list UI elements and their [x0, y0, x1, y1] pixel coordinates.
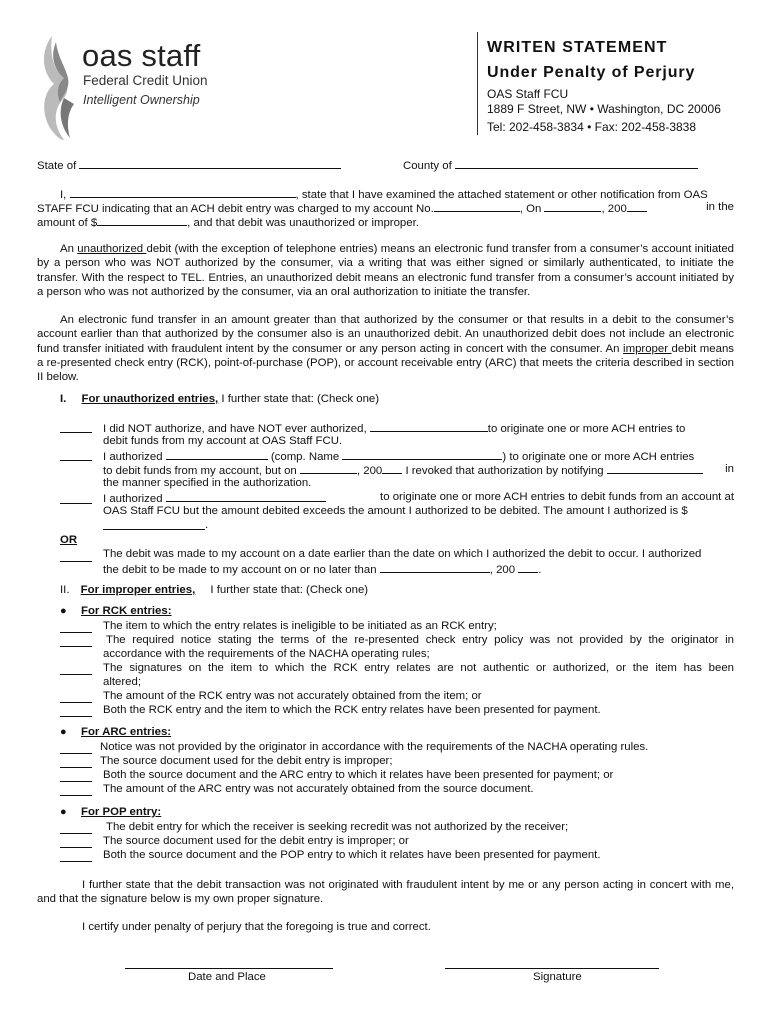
checkbox-blank[interactable]: [60, 757, 92, 768]
county-input[interactable]: [455, 158, 698, 169]
arc-item: The amount of the ARC entry was not accurately obtained from the source document.: [103, 783, 534, 795]
option-4: The debit was made to my account on a date earlier than the date on which I authorized the debit to occur. I authorized: [103, 548, 702, 560]
pop-heading: For POP entry:: [81, 806, 162, 818]
checkbox-blank[interactable]: [60, 823, 92, 834]
option-3: I authorized to originate one or more ACH entries to debit funds from an account at: [103, 491, 734, 505]
company-name-input[interactable]: [342, 449, 502, 460]
name-input[interactable]: [70, 187, 296, 198]
county-field: County of: [403, 158, 698, 172]
checkbox-blank[interactable]: [60, 785, 92, 796]
or-label: OR: [60, 534, 78, 546]
org-address: 1889 F Street, NW • Washington, DC 20006: [487, 102, 721, 116]
checkbox-blank[interactable]: [60, 743, 92, 754]
org-phone: Tel: 202-458-3834 • Fax: 202-458-3838: [487, 120, 697, 134]
authorized-input[interactable]: [166, 449, 268, 460]
org-name: OAS Staff FCU: [487, 87, 569, 101]
fraud-statement: I further state that the debit transaction was not originated with fraudulent intent by me or any person acting in concert with me, and that the signature below is my own proper signature.: [37, 879, 734, 906]
state-field: State of: [37, 158, 341, 172]
logo-tagline: Intelligent Ownership: [83, 93, 200, 107]
latest-year-input[interactable]: [518, 562, 538, 573]
rck-item: The signatures on the item to which the RCK entry relates are not authentic or authorized, or the item has been: [103, 662, 734, 674]
rck-item: The required notice stating the terms of the re-presented check entry policy was not provided by the originator in: [106, 634, 734, 646]
checkbox-blank[interactable]: [60, 771, 92, 782]
statement-line-1: I, , state that I have examined the attached statement or other notification from OAS: [60, 189, 708, 201]
authorized-amount-input[interactable]: [103, 519, 205, 530]
rck-item: Both the RCK entry and the item to which the RCK entry relates have been presented for payment.: [103, 704, 601, 716]
rck-item-cont: altered;: [103, 676, 141, 688]
option-3-cont: OAS Staff FCU but the amount debited exceeds the amount I authorized to be debited. The amount I authorized is $: [103, 505, 688, 517]
option-2-cont2: the manner specified in the authorization.: [103, 477, 312, 489]
checkbox-blank[interactable]: [60, 450, 92, 461]
latest-date-input[interactable]: [380, 562, 490, 573]
state-input[interactable]: [79, 158, 341, 169]
authorized-party-input[interactable]: [166, 491, 326, 502]
statement-line-2: STAFF FCU indicating that an ACH debit entry was charged to my account No. , On , 200 in the: [37, 201, 734, 215]
checkbox-blank[interactable]: [60, 551, 92, 562]
checkbox-blank[interactable]: [60, 622, 92, 633]
rck-heading: For RCK entries:: [81, 605, 172, 617]
year-input[interactable]: [627, 201, 647, 212]
header-divider: [477, 32, 478, 135]
option-2-cont: to debit funds from my account, but on , 200 I revoked that authorization by notifying in: [103, 463, 734, 477]
option-2: I authorized (comp. Name ) to originate one or more ACH entries: [103, 451, 695, 463]
checkbox-blank[interactable]: [60, 851, 92, 862]
revoke-date-input[interactable]: [300, 463, 357, 474]
checkbox-blank[interactable]: [60, 636, 92, 647]
signature-line[interactable]: [445, 968, 659, 969]
date-input[interactable]: [544, 201, 601, 212]
bullet-icon: ●: [60, 726, 67, 738]
amount-input[interactable]: [97, 215, 187, 226]
page-subtitle: Under Penalty of Perjury: [487, 64, 696, 81]
option-1-cont: debit funds from my account at OAS Staff FCU.: [103, 435, 343, 447]
rck-item: The item to which the entry relates is ineligible to be initiated as an RCK entry;: [103, 620, 497, 632]
option-1: I did NOT authorize, and have NOT ever authorized, to originate one or more ACH entries to: [103, 423, 686, 435]
pop-item: The source document used for the debit entry is improper; or: [103, 835, 409, 847]
section-1-heading: I. For unauthorized entries, I further state that: (Check one): [60, 393, 380, 405]
page-title: WRITEN STATEMENT: [487, 39, 668, 56]
unauthorized-definition: An unauthorized debit (with the exception of telephone entries) means an electronic fund transfer from a consumer’s account initiated by a person who was NOT authorized by the consumer, via a writing that was either signed or similarly authenticated, to initiate the transfer. With the respect to TEL. Entries, an unauthorized debit means an electronic fund transfer from a consumer’s account initiated by a person who was not authorized by the consumer, via an oral authorization to initiate the transfer.: [37, 243, 734, 298]
checkbox-blank[interactable]: [60, 493, 92, 504]
logo-name: oas staff: [82, 38, 201, 73]
certify-statement: I certify under penalty of perjury that the foregoing is true and correct.: [82, 921, 431, 933]
checkbox-blank[interactable]: [60, 664, 92, 675]
signature-label: Signature: [533, 971, 582, 983]
improper-definition: An electronic fund transfer in an amount greater than that authorized by the consumer or that results in a debit to the consumer’s account earlier than that authorized by the consumer also is an unauthorized debit. An unauthorized debit does not include an electronic fund transfer initiated with fraudulent intent by the consumer or any person acting in concert with the consumer. An improper debit means a re-presented check entry (RCK), point-of-purchase (POP), or account receivable entry (ARC) that meets the criteria described in section II below.: [37, 314, 734, 384]
rck-item-cont: accordance with the requirements of the NACHA operating rules;: [103, 648, 430, 660]
arc-item: The source document used for the debit entry is improper;: [100, 755, 393, 767]
date-place-label: Date and Place: [188, 971, 266, 983]
pop-item: The debit entry for which the receiver is seeking recredit was not authorized by the receiver;: [106, 821, 569, 833]
pop-item: Both the source document and the POP entry to which it relates have been presented for payment.: [103, 849, 601, 861]
checkbox-blank[interactable]: [60, 706, 92, 717]
account-input[interactable]: [434, 201, 520, 212]
date-place-line[interactable]: [125, 968, 333, 969]
rck-item: The amount of the RCK entry was not accurately obtained from the item; or: [103, 690, 482, 702]
checkbox-blank[interactable]: [60, 837, 92, 848]
logo-subtitle: Federal Credit Union: [83, 73, 208, 88]
company-input[interactable]: [370, 421, 488, 432]
arc-item: Notice was not provided by the originator in accordance with the requirements of the NACHA operating rules.: [100, 741, 649, 753]
option-4-cont: the debit to be made to my account on or no later than , 200 .: [103, 564, 542, 576]
bullet-icon: ●: [60, 806, 67, 818]
checkbox-blank[interactable]: [60, 692, 92, 703]
arc-item: Both the source document and the ARC entry to which it relates have been presented for payment; or: [103, 769, 614, 781]
revoke-year-input[interactable]: [382, 463, 402, 474]
arc-heading: For ARC entries:: [81, 726, 172, 738]
bullet-icon: ●: [60, 605, 67, 617]
checkbox-blank[interactable]: [60, 422, 92, 433]
statement-line-3: amount of $ , and that debit was unauthorized or improper.: [37, 217, 419, 229]
section-2-heading: II. For improper entries, I further state that: (Check one): [60, 584, 369, 596]
notified-input[interactable]: [607, 463, 703, 474]
